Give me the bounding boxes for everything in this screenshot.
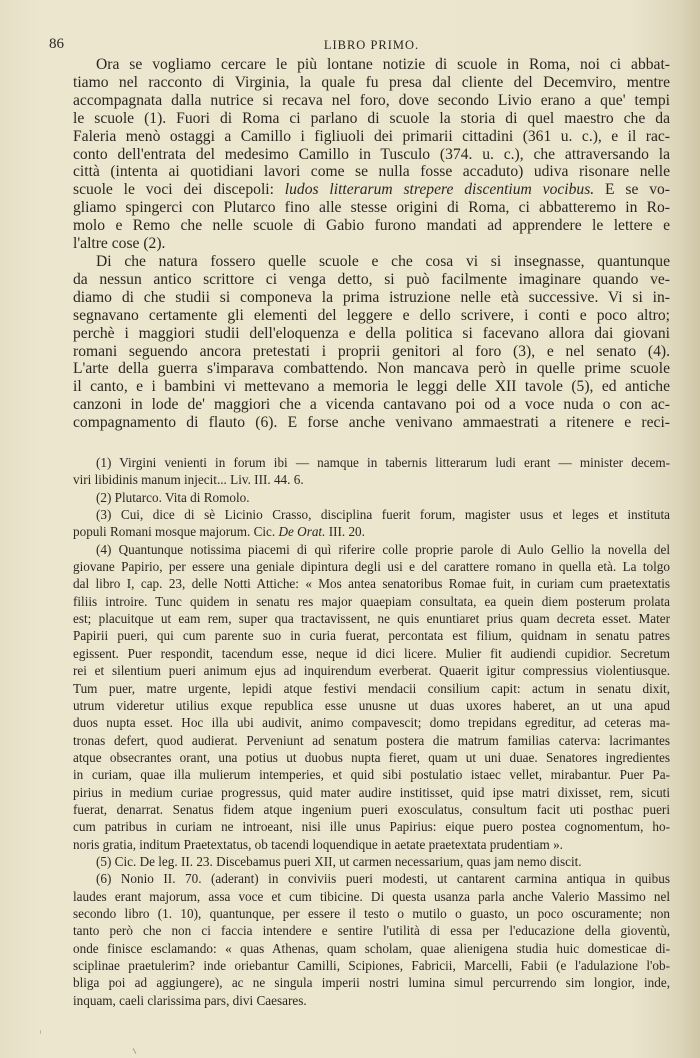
text-line: tronas defert, quod audierat. Perveniunt ad senatum postera die matrum familias caterva: lacrimantes xyxy=(73,732,670,748)
text-line: sciplinae praetulerim? inde oriebantur Camilli, Scipiones, Fabricii, Marcelli, Fabii (e l'adulazione l'ob- xyxy=(73,958,670,973)
text-line: (2) Plutarco. Vita di Romolo. xyxy=(96,489,250,505)
text-line: noris gratia, inditum Praetextatus, ob tacendi loquendique in aetate praetextata prudentiam ». xyxy=(73,836,563,852)
scan-speck xyxy=(133,1048,137,1054)
text-line: duos nupta esset. Hoc illa ubi audivit, animo compavescit; domo trepidans egreditur, ad ceteras ma- xyxy=(73,715,670,731)
text-line: (4) Quantunque notissima piacemi di quì riferire colle proprie parole di Aulo Gellio la novella del xyxy=(96,541,670,557)
text-line: bliga poi ad aggiungere), ac ne singula imperii nostri lumina simul percurrendo sim longior, inde, xyxy=(73,975,670,991)
text-line: pirius in medium curiae progressus, quid mater audire institisset, quid ipse matri dixisset, rem, sicuti xyxy=(73,784,670,800)
text-line: l'altre cose (2). xyxy=(73,235,166,253)
footnotes xyxy=(73,454,670,1009)
book-page xyxy=(49,36,670,1009)
text-line: perchè i maggiori studii dell'eloquenza e della politica si facevano allora dai giovani xyxy=(73,324,670,342)
text-line: cum patribus in curiam ne introeant, nisi ille unus Papirius: eique puero postea cognomentum, ho- xyxy=(73,819,670,835)
text-line: L'arte della guerra s'imparava combattendo. Non mancava però in quelle prime scuole xyxy=(73,360,670,378)
text-line: compagnamento di flauto (6). E forse anche venivano ammaestrati a ritenere e reci- xyxy=(73,414,670,432)
text-line: laudes erant majorum, assa voce et cum tibicine. Di questa usanza parla anche Valerio Massimo nel xyxy=(73,888,670,904)
text-line: diamo di che studii si componeva la prima istruzione nelle età successive. Vi si in- xyxy=(73,288,670,306)
text-segment: III. 20. xyxy=(325,524,365,540)
text-line: molo e Remo che nelle scuole di Gabio furono mandati ad apprendere le lettere e xyxy=(73,217,670,235)
text-line: le scuole (1). Fuori di Roma ci parlano di scuole la storia di quel maestro che da xyxy=(73,109,670,127)
italic-quote: ludos litterarum strepere discentium vocibus. xyxy=(284,181,595,199)
footnote xyxy=(73,853,670,870)
text-line: onde finisce esclamando: « quas Athenas, quam scholam, quae alienigena studia huic domesticae di- xyxy=(73,940,670,956)
footnote xyxy=(73,870,670,1009)
text-segment: populi Romani mosque majorum. Cic. xyxy=(73,524,279,540)
footnote xyxy=(73,489,670,506)
text-line: rei et silentium pueri animum ejus ad inquirendum everberat. Quaerit igitur compressius violentiusque. xyxy=(73,663,670,679)
text-line: canzoni in lode de' maggiori che a vicenda cantavano poi od a voce nuda o con ac- xyxy=(73,396,670,414)
running-title: LIBRO PRIMO. xyxy=(323,38,420,52)
text-line: da nessun antico scrittore ci venga detto, si può facilmente imaginare quando ve- xyxy=(73,270,670,288)
text-line: (5) Cic. De leg. II. 23. Discebamus pueri XII, ut carmen necessarium, quas jam nemo discit. xyxy=(96,853,582,869)
text-line: il canto, e i bambini vi mettevano a memoria le leggi delle XII tavole (5), ed antiche xyxy=(73,378,670,396)
text-line: egissent. Puer respondit, tacendum esse, neque id dici licere. Mulier fit audiendi cupidior. Secretum xyxy=(73,645,670,661)
text-line: romani seguendo ancora pretestati i proprii genitori al foro (3), e nel senato (4). xyxy=(73,342,670,360)
text-line: est; placuitque ut eam rem, super qua tractavissent, ne quis enuntiaret prius quam decreta esset. Mater xyxy=(73,611,670,627)
text-line: (6) Nonio II. 70. (aderant) in conviviis pueri modesti, ut cantarent carmina antiqua in quibus xyxy=(96,871,670,887)
text-line: (1) Virgini venienti in forum ibi — namque in tabernis litterarum ludi erant — minister decem- xyxy=(96,455,670,471)
text-line: Papirii pueri, qui cum parente suo in curia fuerat, percontata est filium, quidnam in senatu patres xyxy=(73,628,670,644)
footnote xyxy=(73,454,670,489)
scan-speck xyxy=(40,1030,41,1034)
page-number: 86 xyxy=(49,36,64,52)
text-line xyxy=(73,181,670,199)
text-line: secondo libro (1. 10), quantunque, per essere il testo o mutilo o guasto, un poco oscuramente; non xyxy=(73,905,670,921)
text-line: filiis introire. Tunc quidem in senatu res major quaepiam consultata, ea quein diem posterum prolata xyxy=(73,593,670,609)
text-line: Faleria menò ostaggi a Camillo i figliuoli dei primarii cittadini (361 u. c.), e il rac- xyxy=(73,127,670,145)
paragraph xyxy=(73,56,670,253)
text-line: Tum puer, matre urgente, lepidi atque festivi mendacii consilium capit: actum in senatu dixit, xyxy=(73,680,670,696)
text-line: gliamo spingerci con Plutarco fino alle stesse origini di Roma, ci abbatteremo in Ro- xyxy=(73,199,670,217)
text-line: tanto però che non ci faccia intendere e sentire l'utilità di essa per l'educazione della gioventù, xyxy=(73,923,670,939)
text-line: città (intenta ai quotidiani lavori come se nulla fosse accaduto) udiva risonare nelle xyxy=(73,163,670,181)
footnote xyxy=(73,541,670,853)
text-line: Di che natura fossero quelle scuole e che cosa vi si insegnasse, quantunque xyxy=(96,252,670,270)
text-line: tiamo nel racconto di Virginia, la quale fu presa dal cliente del Decemviro, mentre xyxy=(73,73,670,91)
text-segment: E se vo- xyxy=(594,181,670,199)
text-line: viri libidinis manum injecit... Liv. III. 44. 6. xyxy=(73,472,304,488)
italic-quote: De Orat. xyxy=(278,524,326,540)
text-line: segnavano certamente gli elementi del leggere e dello scrivere, i conti e poco altro; xyxy=(73,306,670,324)
text-line: conto dell'entrata del medesimo Camillo in Tusculo (374. u. c.), che attraversando la xyxy=(73,145,670,163)
text-line: (3) Cui, dice di sè Licinio Crasso, disciplina fuerit forum, magister usus et leges et instituta xyxy=(96,507,670,523)
text-line xyxy=(73,523,670,540)
text-line: accompagnata dalla nutrice si recava nel foro, dove secondo Livio erano a que' tempi xyxy=(73,91,670,109)
text-segment: scuole le voci dei discepoli: xyxy=(73,181,285,199)
text-line: giovane Papirio, per essere una geniale dipintura degli usi e del carattere romano in quella età. La tolgo xyxy=(73,559,670,575)
text-line: Ora se vogliamo cercare le più lontane notizie di scuole in Roma, noi ci abbat- xyxy=(96,56,670,73)
text-line: atque obsecrantes orant, una potius ut duobus nupta fieret, quam ut uni duae. Senatores ingredientes xyxy=(73,749,670,765)
main-text xyxy=(73,56,670,432)
running-header xyxy=(49,36,670,56)
footnote xyxy=(73,506,670,541)
text-line: utrum videretur utilius exque republica esse unusne ut duas uxores haberet, an ut una apud xyxy=(73,697,670,713)
text-line: inquam, caeli clarissima pars, divi Caesares. xyxy=(73,992,307,1008)
text-line: fuerat, denarrat. Senatus fidem atque ingenium pueri exosculatus, consultum facit uti posthac pueri xyxy=(73,801,670,817)
paragraph xyxy=(73,253,670,432)
text-line: dal libro I, cap. 23, delle Notti Attiche: « Mos antea senatoribus Romae fuit, in curiam cum praetextatis xyxy=(73,576,670,592)
text-line: in curiam, quae illa mulierum intemperies, et quid sibi postulatio istaec vellet, mirabantur. Puer Pa- xyxy=(73,767,670,783)
